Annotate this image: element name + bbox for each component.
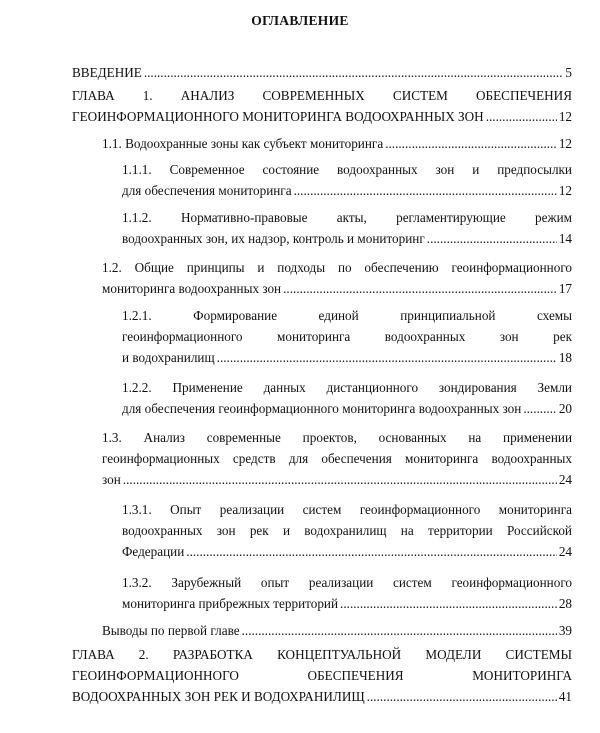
toc-page-number: 18: [558, 350, 572, 365]
toc-entry-label: мониторинга водоохранных зон: [102, 281, 282, 296]
toc-entry-label: ГЕОИНФОРМАЦИОННОГО ОБЕСПЕЧЕНИЯ МОНИТОРИНГА: [72, 668, 572, 683]
toc-entry-label: ГЛАВА 2. РАЗРАБОТКА КОНЦЕПТУАЛЬНОЙ МОДЕЛИ СИСТЕМЫ: [72, 647, 572, 662]
toc-entry-1-2[interactable]: [102, 257, 572, 299]
toc-page-number: 20: [558, 401, 572, 416]
dot-leader: [144, 62, 564, 83]
toc-entry-1-2-2[interactable]: [122, 377, 572, 419]
toc-page-number: 41: [558, 689, 572, 704]
dot-leader: [427, 228, 557, 249]
toc-entry-1-3-2[interactable]: [122, 572, 572, 614]
toc-entry-label: геоинформационного мониторинга водоохранных зон рек: [122, 329, 572, 344]
toc-entry-label: 1.2.1. Формирование единой принципиальной схемы: [122, 308, 572, 323]
toc-entry-label: 1.1.2. Нормативно-правовые акты, регламентирующие режим: [122, 210, 572, 225]
dot-leader: [523, 398, 557, 419]
toc-entry-1-1-2[interactable]: [122, 207, 572, 249]
dot-leader: [217, 347, 557, 368]
dot-leader: [283, 278, 557, 299]
toc-entry-label: геоинформационных средств для обеспечения мониторинга водоохранных: [102, 451, 572, 466]
dot-leader: [242, 620, 557, 641]
toc-entry-label: ВОДООХРАННЫХ ЗОН РЕК И ВОДОХРАНИЛИЩ: [72, 689, 365, 704]
toc-entry-label: 1.2.2. Применение данных дистанционного зондирования Земли: [122, 380, 572, 395]
toc-entry-label: зон: [102, 472, 121, 487]
toc-entry-label: для обеспечения мониторинга: [122, 183, 292, 198]
toc-entry-label: для обеспечения геоинформационного мониторинга водоохранных зон: [122, 401, 522, 416]
toc-entry-label: 1.3.1. Опыт реализации систем геоинформационного мониторинга: [122, 502, 572, 517]
toc-entry-label: мониторинга прибрежных территорий: [122, 596, 339, 611]
dot-leader: [186, 541, 557, 562]
toc-entry-1-2-1[interactable]: [122, 305, 572, 368]
toc-page-number: 28: [558, 596, 572, 611]
toc-entry-chapter-2[interactable]: [72, 644, 572, 707]
toc-page-number: 5: [565, 65, 572, 80]
toc-entry-label: водоохранных зон, их надзор, контроль и мониторинг: [122, 231, 425, 246]
dot-leader: [385, 133, 557, 154]
toc-entry-label: ГЛАВА 1. АНАЛИЗ СОВРЕМЕННЫХ СИСТЕМ ОБЕСПЕЧЕНИЯ: [72, 88, 572, 103]
toc-entry-label: Федерации: [122, 544, 185, 559]
toc-entry-label: 1.2. Общие принципы и подходы по обеспечению геоинформационного: [102, 260, 572, 275]
dot-leader: [340, 593, 557, 614]
toc-entry-label: Выводы по первой главе: [102, 623, 240, 638]
toc-entry-label: 1.3. Анализ современные проектов, основанных на применении: [102, 430, 572, 445]
toc-entry-label: 1.3.2. Зарубежный опыт реализации систем геоинформационного: [122, 575, 572, 590]
toc-page-number: 12: [558, 109, 572, 124]
toc-page-number: 12: [558, 183, 572, 198]
page-title: ОГЛАВЛЕНИЕ: [251, 13, 349, 28]
toc-page-number: 39: [558, 623, 572, 638]
toc-entry-label: ВВЕДЕНИЕ: [72, 65, 142, 80]
dot-leader: [294, 180, 557, 201]
toc-entry-1-3-1[interactable]: [122, 499, 572, 562]
toc-entry-label: ГЕОИНФОРМАЦИОННОГО МОНИТОРИНГА ВОДООХРАННЫХ ЗОН: [72, 109, 484, 124]
toc-entry-label: и водохранилищ: [122, 350, 215, 365]
toc-entry-chapter-1-conclusions[interactable]: [102, 620, 572, 641]
toc-page-number: 24: [558, 472, 572, 487]
toc-page-number: 24: [558, 544, 572, 559]
toc-entry-1-1-1[interactable]: [122, 159, 572, 201]
toc-entry-label: 1.1.1. Современное состояние водоохранных зон и предпосылки: [122, 162, 572, 177]
toc-page-number: 12: [558, 136, 572, 151]
toc-entry-1-3[interactable]: [102, 427, 572, 490]
toc-entry-label: водоохранных зон рек и водохранилищ на территории Российской: [122, 523, 572, 538]
toc-page-number: 17: [558, 281, 572, 296]
toc-entry-introduction[interactable]: [72, 62, 572, 83]
toc-entry-label: 1.1. Водоохранные зоны как субъект мониторинга: [102, 136, 384, 151]
dot-leader: [486, 106, 557, 127]
toc-entry-1-1[interactable]: [102, 133, 572, 154]
toc-entry-chapter-1[interactable]: [72, 85, 572, 127]
dot-leader: [367, 686, 557, 707]
dot-leader: [123, 469, 557, 490]
toc-page-number: 14: [558, 231, 572, 246]
